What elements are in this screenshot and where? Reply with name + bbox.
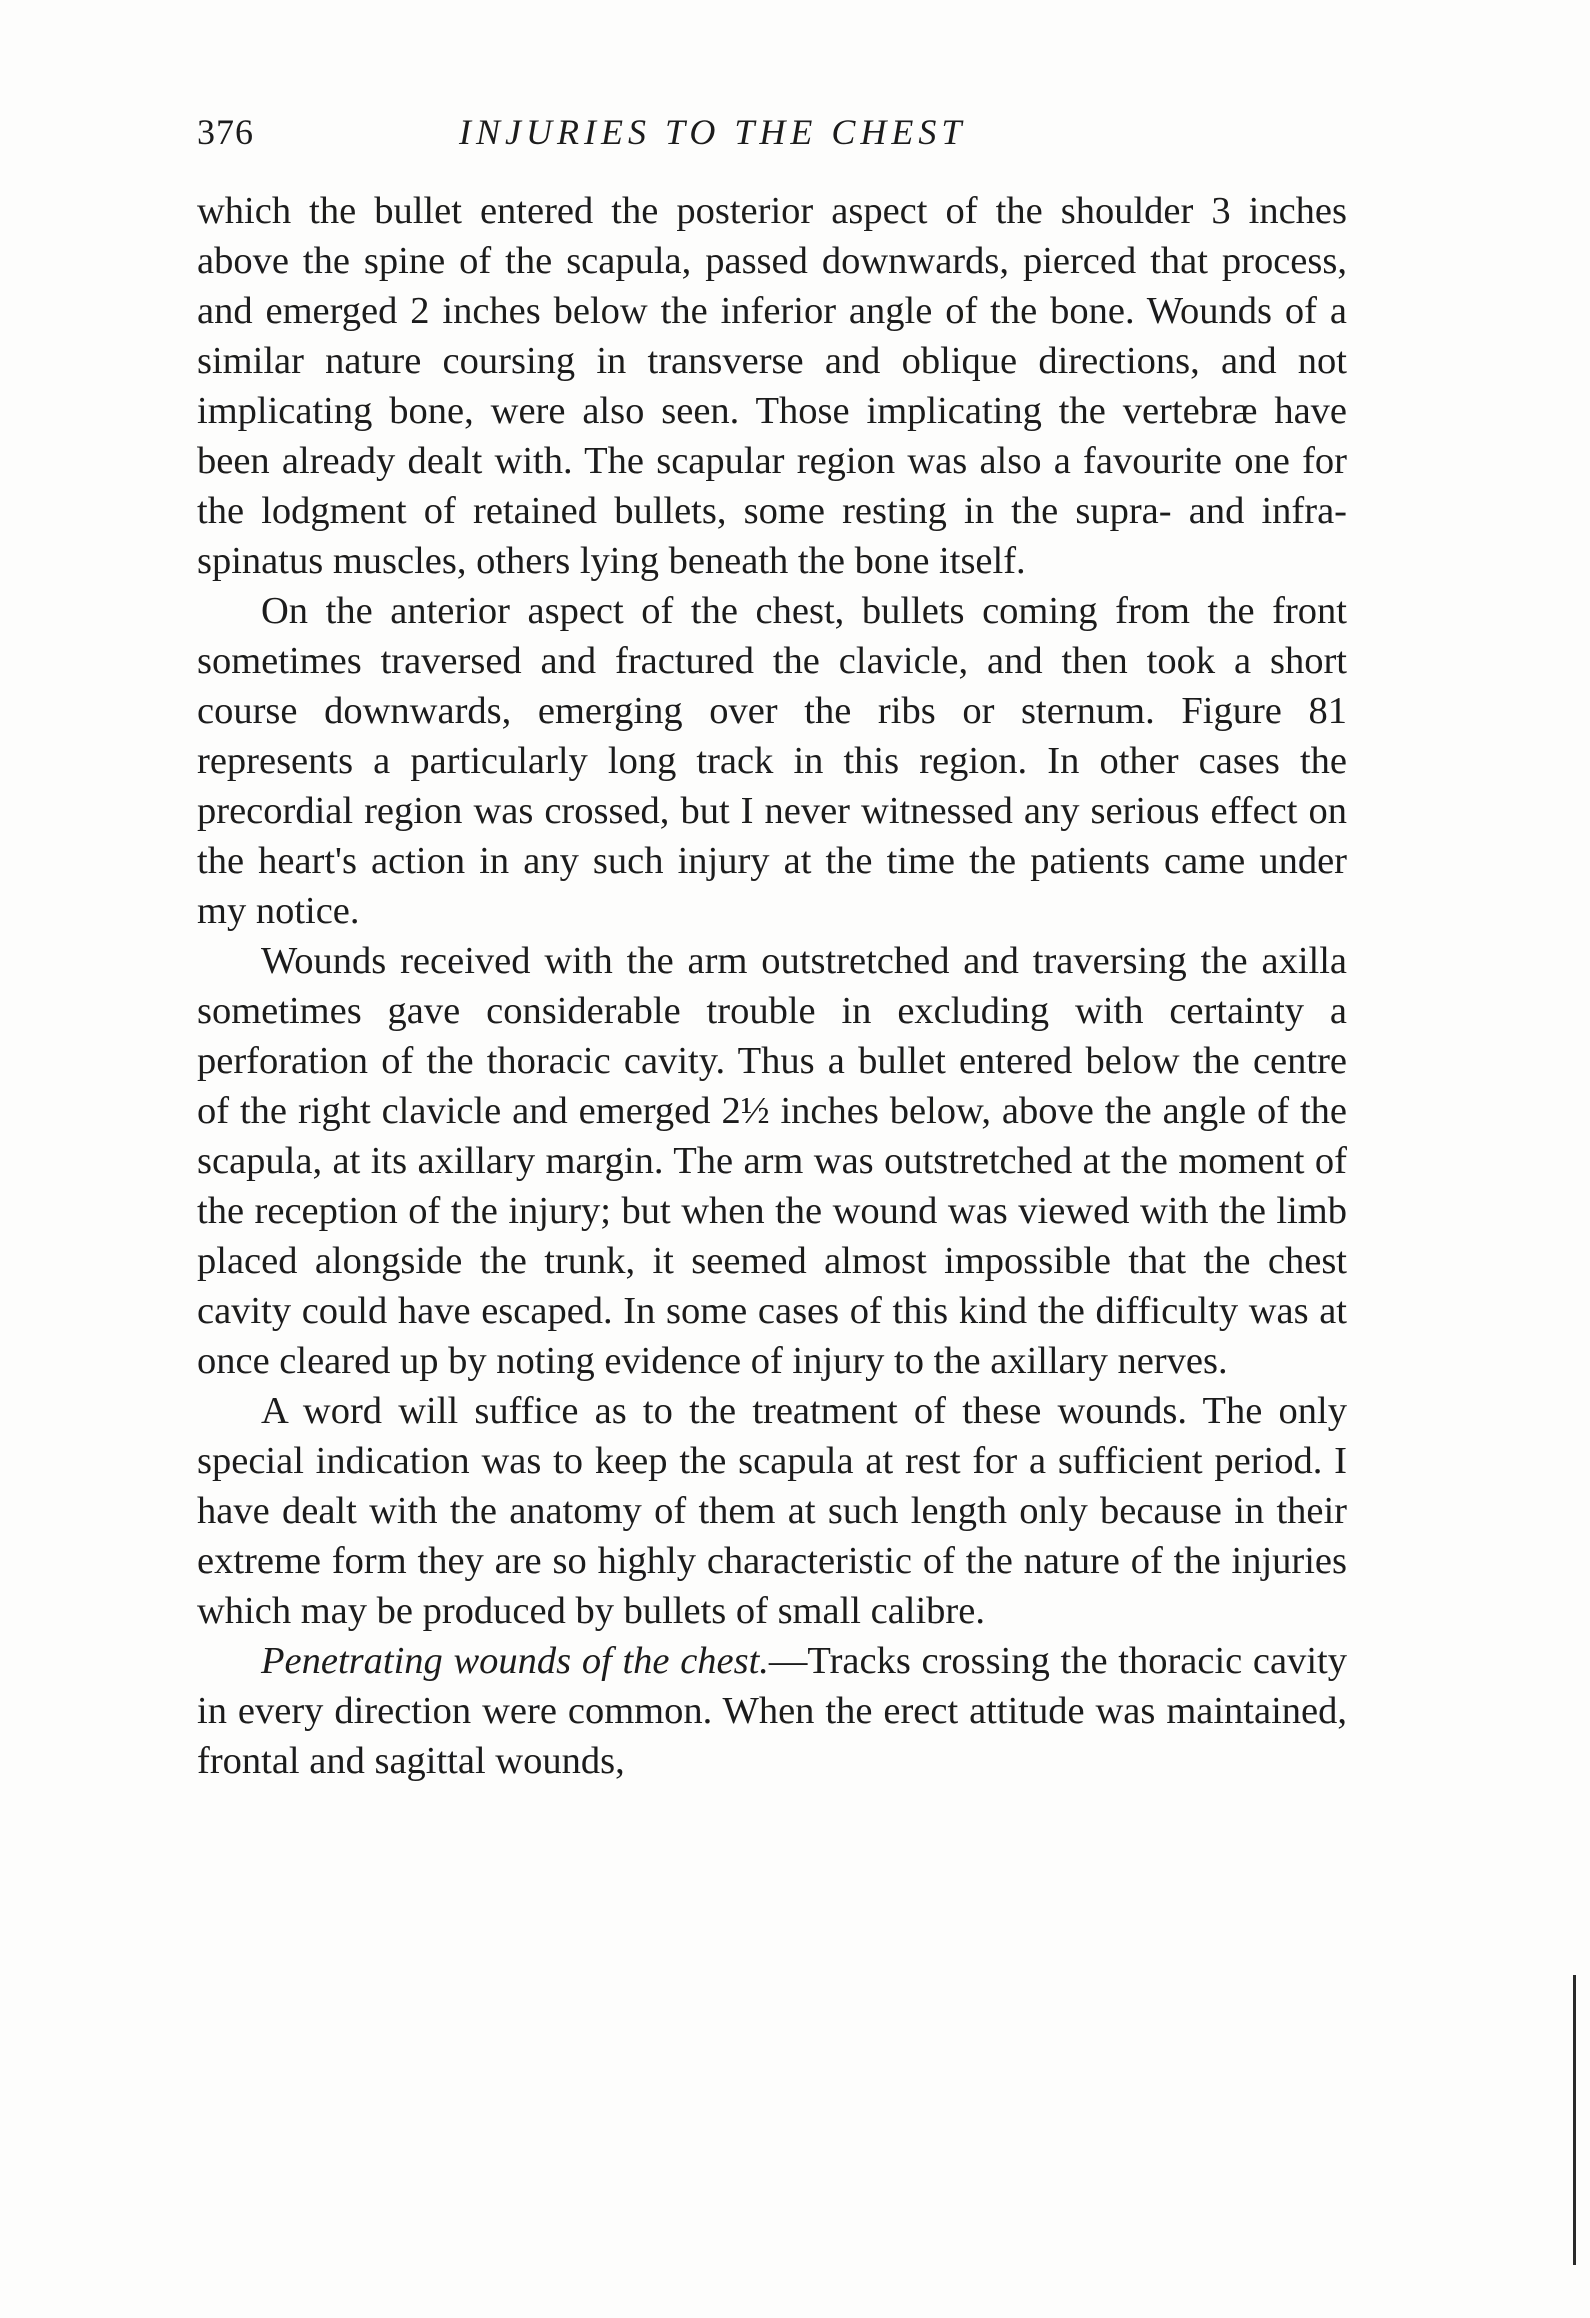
paragraph-text: —Tracks crossing the thoracic cavity in every direction were common. When the erect attitude was maintained, frontal and sagittal wounds, [197,1640,1347,1782]
section-heading: Penetrating wounds of the chest. [261,1640,769,1682]
page-edge-mark [1573,1975,1576,2265]
running-title: INJURIES TO THE CHEST [459,112,967,152]
page-header [197,104,1347,160]
paragraph-penetrating-wounds [197,1636,1347,1786]
paragraph-text: A word will suffice as to the treatment of these wounds. The only special indication was to keep the scapula at rest for a sufficient period. I have dealt with the anatomy of them at such length only because in their extreme form they are so highly characteristic of the nature of the injuries which may be produced by bullets of small calibre. [197,1390,1347,1632]
paragraph-text: which the bullet entered the posterior aspect of the shoulder 3 inches above the spine of the scapula, passed downwards, pierced that process, and emerged 2 inches below the inferior angle of the bone. Wounds of a similar nature coursing in transverse and oblique directions, and not implicating bone, were also seen. Those implicating the vertebræ have been already dealt with. The scapular region was also a favourite one for the lodgment of retained bullets, some resting in the supra- and infra-spinatus muscles, others lying beneath the bone itself. [197,190,1347,582]
paragraph-anterior-aspect [197,586,1347,936]
paragraph-text: Wounds received with the arm outstretched and traversing the axilla sometimes gave considerable trouble in excluding with certainty a perforation of the thoracic cavity. Thus a bullet entered below the centre of the right clavicle and emerged 2½ inches below, above the angle of the scapula, at its axillary margin. The arm was outstretched at the moment of the reception of the injury; but when the wound was viewed with the limb placed alongside the trunk, it seemed almost impossible that the chest cavity could have escaped. In some cases of this kind the difficulty was at once cleared up by noting evidence of injury to the axillary nerves. [197,940,1347,1382]
paragraph-treatment [197,1386,1347,1636]
body-text [197,186,1347,1786]
paragraph-scapular-wounds [197,186,1347,586]
page-number: 376 [197,112,254,152]
paragraph-axilla-wounds [197,936,1347,1386]
paragraph-text: On the anterior aspect of the chest, bullets coming from the front sometimes traversed and fractured the clavicle, and then took a short course downwards, emerging over the ribs or sternum. Figure 81 represents a particularly long track in this region. In other cases the precordial region was crossed, but I never witnessed any serious effect on the heart's action in any such injury at the time the patients came under my notice. [197,590,1347,932]
